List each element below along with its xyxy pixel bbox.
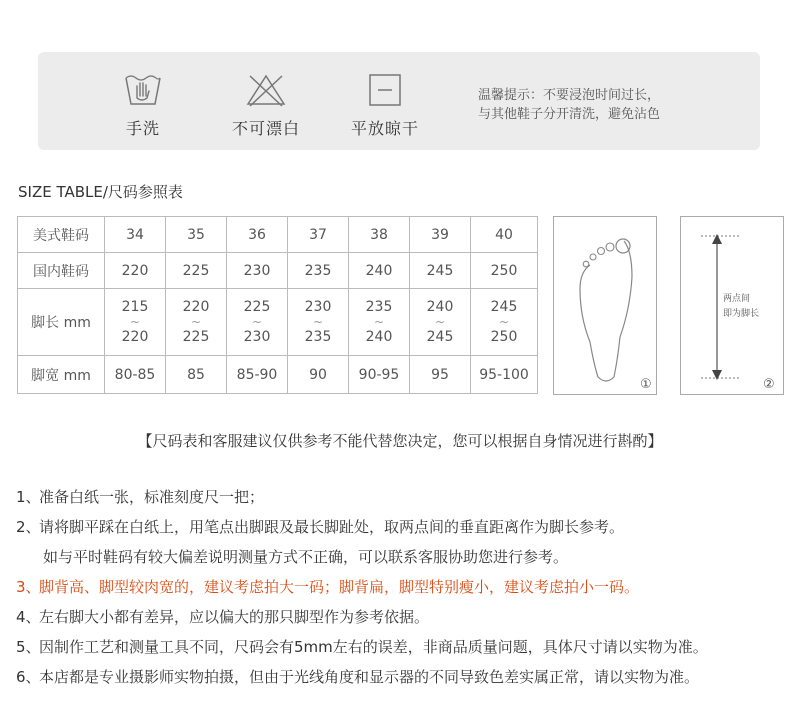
list-item xyxy=(16,576,708,606)
list-item xyxy=(16,486,708,516)
care-label-hand-wash: 手洗 xyxy=(125,119,160,138)
size-table-title: SIZE TABLE/尺码参照表 xyxy=(18,183,183,201)
list-item xyxy=(16,666,708,696)
range-to: 250 xyxy=(490,328,518,345)
range-separator: ~ xyxy=(498,314,510,329)
table-cell: 250 xyxy=(471,253,538,289)
range-to: 240 xyxy=(365,328,393,345)
range-from: 225 xyxy=(243,298,271,315)
table-cell: 34 xyxy=(105,217,166,253)
foot-outline-diagram xyxy=(553,216,657,395)
size-table xyxy=(17,216,538,394)
list-item xyxy=(16,516,708,546)
table-row xyxy=(18,289,538,356)
table-cell: 90 xyxy=(288,356,349,394)
care-item-hand-wash xyxy=(98,70,188,139)
care-tip-line-2: 与其他鞋子分开清洗，避免沾色 xyxy=(478,107,661,122)
range-separator: ~ xyxy=(251,314,263,329)
table-cell: 90-95 xyxy=(349,356,410,394)
range-separator: ~ xyxy=(129,314,141,329)
table-cell: 240 xyxy=(349,253,410,289)
range-from: 215 xyxy=(121,298,149,315)
table-cell xyxy=(471,289,538,356)
table-cell: 95 xyxy=(410,356,471,394)
range-from: 230 xyxy=(304,298,332,315)
care-tip-line-1: 温馨提示：不要浸泡时间过长， xyxy=(478,88,661,103)
row-header: 脚宽 mm xyxy=(18,356,105,394)
table-cell: 38 xyxy=(349,217,410,253)
range-from: 220 xyxy=(182,298,210,315)
range-to: 230 xyxy=(243,328,271,345)
list-item xyxy=(16,636,708,666)
range-separator: ~ xyxy=(190,314,202,329)
dry-flat-icon xyxy=(367,72,403,108)
table-cell xyxy=(410,289,471,356)
diagram-number-1: ① xyxy=(640,377,652,392)
care-item-dry-flat xyxy=(340,70,430,139)
measurement-steps xyxy=(16,486,708,696)
table-cell xyxy=(227,289,288,356)
hand-wash-icon xyxy=(123,72,163,108)
row-header: 美式鞋码 xyxy=(18,217,105,253)
range-from: 245 xyxy=(490,298,518,315)
table-cell: 85 xyxy=(166,356,227,394)
table-cell xyxy=(166,289,227,356)
table-cell: 39 xyxy=(410,217,471,253)
reference-note: 【尺码表和客服建议仅供参考不能代替您决定，您可以根据自身情况进行斟酌】 xyxy=(137,432,663,450)
range-separator: ~ xyxy=(434,314,446,329)
table-row xyxy=(18,253,538,289)
table-cell: 36 xyxy=(227,217,288,253)
diagram-number-2: ② xyxy=(763,377,775,392)
range-to: 220 xyxy=(121,328,149,345)
step-text: 如与平时鞋码有较大偏差说明测量方式不正确，可以联系客服协助您进行参考。 xyxy=(43,548,569,566)
step-text: 因制作工艺和测量工具不同，尺码会有5mm左右的误差，非商品质量问题，具体尺寸请以实物为准。 xyxy=(39,638,708,656)
table-cell xyxy=(288,289,349,356)
step-number: 4、 xyxy=(16,608,41,626)
step-text: 脚背高、脚型较肉宽的，建议考虑拍大一码；脚背扁，脚型特别瘦小，建议考虑拍小一码。 xyxy=(39,578,640,596)
row-header: 国内鞋码 xyxy=(18,253,105,289)
table-row xyxy=(18,217,538,253)
list-item xyxy=(16,606,708,636)
table-cell: 85-90 xyxy=(227,356,288,394)
range-from: 235 xyxy=(365,298,393,315)
care-tip xyxy=(478,86,660,124)
table-cell xyxy=(105,289,166,356)
range-from: 240 xyxy=(426,298,454,315)
step-number: 3、 xyxy=(16,578,41,596)
measure-label-1: 两点间 xyxy=(723,294,751,304)
measure-arrow-icon xyxy=(681,217,783,394)
step-number: 6、 xyxy=(16,668,41,686)
table-cell: 40 xyxy=(471,217,538,253)
table-cell: 37 xyxy=(288,217,349,253)
care-label-dry-flat: 平放晾干 xyxy=(350,119,419,138)
step-number: 5、 xyxy=(16,638,41,656)
foot-outline-icon xyxy=(554,217,656,394)
no-bleach-icon xyxy=(244,72,288,108)
table-row xyxy=(18,356,538,394)
range-to: 235 xyxy=(304,328,332,345)
list-item xyxy=(16,546,708,576)
table-cell: 35 xyxy=(166,217,227,253)
step-text: 准备白纸一张，标准刻度尺一把； xyxy=(39,488,265,506)
table-cell: 95-100 xyxy=(471,356,538,394)
step-number: 2、 xyxy=(16,518,41,536)
table-cell: 235 xyxy=(288,253,349,289)
care-instructions-panel xyxy=(38,52,760,150)
care-label-no-bleach: 不可漂白 xyxy=(231,119,300,138)
range-to: 225 xyxy=(182,328,210,345)
table-cell: 220 xyxy=(105,253,166,289)
table-cell: 225 xyxy=(166,253,227,289)
step-number: 1、 xyxy=(16,488,41,506)
foot-measurement-diagram xyxy=(680,216,784,395)
care-item-no-bleach xyxy=(221,70,311,139)
table-cell: 230 xyxy=(227,253,288,289)
row-header: 脚长 mm xyxy=(18,289,105,356)
range-separator: ~ xyxy=(312,314,324,329)
step-text: 左右脚大小都有差异，应以偏大的那只脚型作为参考依据。 xyxy=(39,608,430,626)
table-cell: 245 xyxy=(410,253,471,289)
step-text: 请将脚平踩在白纸上，用笔点出脚跟及最长脚趾处，取两点间的垂直距离作为脚长参考。 xyxy=(39,518,625,536)
table-cell: 80-85 xyxy=(105,356,166,394)
range-to: 245 xyxy=(426,328,454,345)
range-separator: ~ xyxy=(373,314,385,329)
measure-label-2: 即为脚长 xyxy=(723,309,760,319)
step-text: 本店都是专业摄影师实物拍摄，但由于光线角度和显示器的不同导致色差实属正常，请以实物为准。 xyxy=(39,668,700,686)
table-cell xyxy=(349,289,410,356)
